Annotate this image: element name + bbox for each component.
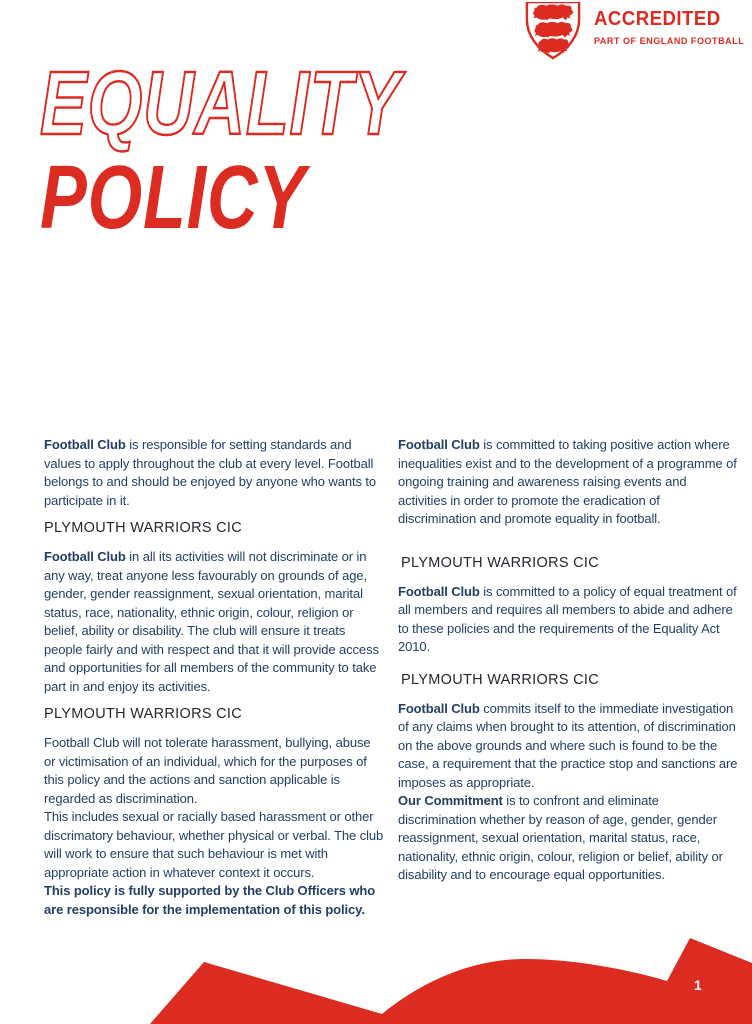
paragraph — [398, 792, 738, 885]
left-column — [44, 436, 384, 919]
paragraph-lead: Football Club — [44, 549, 126, 564]
page-number: 1 — [694, 977, 702, 993]
paragraph-text: Football Club will not tolerate harassment, bullying, abuse or victimisation of an individual, which for the purposes of this policy and the actions and sanction applicable is regarded as discrimination. — [44, 735, 371, 806]
paragraph-text: in all its activities will not discriminate or in any way, treat anyone less favourably on grounds of age, gender, gender reassignment, sexual orientation, marital status, race, nationality, ethnic origin, colour, religion or belief, ability or disability. The club will ensure it treats people fairly and with respect and that it will provide access and opportunities for all members of the community to take part in and enjoy its activities. — [44, 549, 379, 694]
right-column — [398, 436, 738, 885]
paragraph — [44, 808, 384, 882]
section-heading: PLYMOUTH WARRIORS CIC — [401, 554, 600, 571]
footer-wave-decoration — [0, 908, 752, 1024]
paragraph-lead: Football Club — [398, 437, 480, 452]
accredited-label: ACCREDITED — [594, 8, 721, 30]
paragraph — [44, 436, 384, 510]
accredited-subtitle: PART OF ENGLAND FOOTBALL — [594, 36, 745, 47]
section-heading: PLYMOUTH WARRIORS CIC — [44, 520, 243, 536]
paragraph — [398, 583, 738, 657]
title-solid-word — [40, 147, 480, 249]
paragraph-lead: Our Commitment — [398, 793, 503, 808]
paragraph — [44, 548, 384, 696]
section-heading: PLYMOUTH WARRIORS CIC — [401, 671, 600, 688]
paragraph-lead: Football Club — [44, 437, 126, 452]
paragraph-text: This includes sexual or racially based harassment or other discrimatory behaviour, whether physical or verbal. The club will work to ensure that such behaviour is met with appropriate action in whatever context it occurs. — [44, 809, 384, 880]
paragraph-text: is committed to taking positive action where inequalities exist and to the development of a programme of ongoing training and awareness raising events and activities in order to promote the eradication of discrimination and promote equality in football. — [398, 437, 737, 526]
paragraph-text: is responsible for setting standards and values to apply throughout the club at every level. Football belongs to and should be enjoyed by anyone who wants to participate in it. — [44, 437, 377, 508]
paragraph-text: commits itself to the immediate investigation of any claims when brought to its attention, of discrimination on the above grounds and where such is found to be the case, a requirement that the practice stop and sanctions are imposes as appropriate. — [398, 700, 738, 790]
paragraph — [398, 700, 738, 793]
paragraph-text: is committed to a policy of equal treatment of all members and requires all members to abide and adhere to these policies and the requirements of the Equality Act 2010. — [398, 583, 737, 654]
title-solid-text: POLICY — [40, 147, 306, 249]
title-outline-text: EQUALITY — [40, 53, 402, 155]
paragraph-lead: Football Club — [398, 700, 480, 716]
paragraph-text: is to confront and eliminate discrimination whether by reason of age, gender, gender reassignment, sexual orientation, marital status, race, nationality, ethnic origin, colour, religion or belief, ability or disability and to encourage equal opportunities. — [398, 793, 723, 882]
england-three-lions-crest-icon — [524, 2, 582, 60]
accreditation-badge — [524, 0, 752, 60]
paragraph-text: This policy is fully supported by the Club Officers who are responsible for the implementation of this policy. — [44, 883, 376, 917]
paragraph — [398, 436, 738, 529]
page-title — [40, 54, 480, 248]
paragraph-lead: Football Club — [398, 583, 480, 599]
accreditation-badge-text — [594, 8, 752, 47]
section-heading: PLYMOUTH WARRIORS CIC — [44, 706, 243, 722]
title-outline-word — [40, 53, 480, 155]
paragraph — [44, 734, 384, 808]
